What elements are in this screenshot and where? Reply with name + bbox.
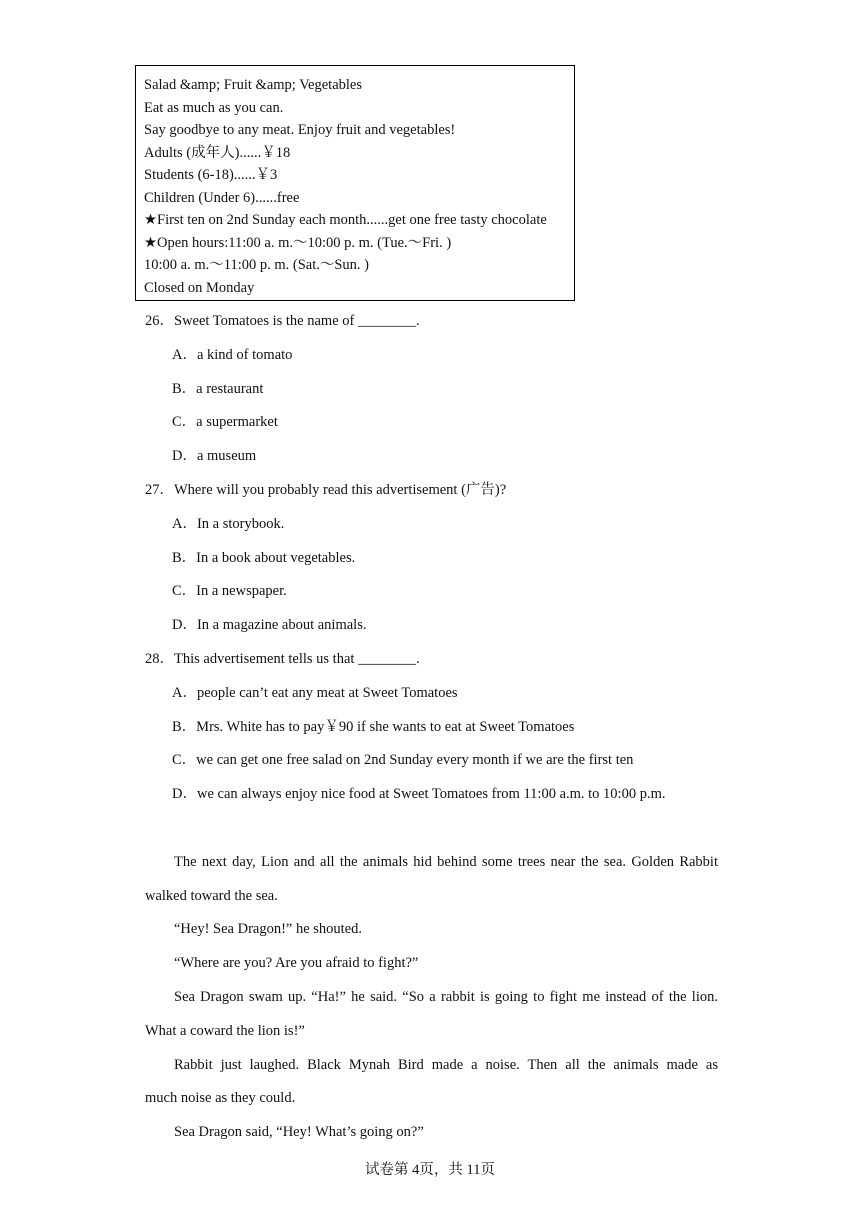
question-26-stem: 26．Sweet Tomatoes is the name of ________.	[145, 313, 420, 329]
ad-closed-day: Closed on Monday	[144, 279, 255, 296]
advertisement-box	[135, 65, 575, 301]
question-28-option-b: B．Mrs. White has to pay￥90 if she wants to eat at Sweet Tomatoes	[172, 719, 575, 735]
story-paragraph-3: “Where are you? Are you afraid to fight?”	[174, 955, 419, 971]
ad-price-children: Children (Under 6)......free	[144, 189, 300, 206]
story-paragraph-2: “Hey! Sea Dragon!” he shouted.	[174, 921, 363, 937]
question-26-option-d: D．a museum	[172, 448, 257, 464]
ad-open-hours-weekend: 10:00 a. m.～11:00 p. m. (Sat.～Sun. )	[144, 257, 370, 273]
question-26-option-c: C．a supermarket	[172, 414, 278, 430]
story-paragraph-4-line-2: What a coward the lion is!”	[145, 1023, 305, 1039]
question-28-option-a: A．people can’t eat any meat at Sweet Tomatoes	[172, 685, 458, 701]
question-28-stem: 28．This advertisement tells us that ________.	[145, 651, 420, 667]
ad-price-students: Students (6-18)......￥3	[144, 167, 278, 183]
question-28-option-d: D．we can always enjoy nice food at Sweet Tomatoes from 11:00 a.m. to 10:00 p.m.	[172, 786, 666, 802]
question-27-option-a: A．In a storybook.	[172, 516, 285, 532]
story-paragraph-1-line-2: walked toward the sea.	[145, 888, 278, 904]
story-paragraph-6: Sea Dragon said, “Hey! What’s going on?”	[174, 1124, 424, 1140]
question-27-option-d: D．In a magazine about animals.	[172, 617, 367, 633]
story-paragraph-5-line-2: much noise as they could.	[145, 1090, 296, 1106]
story-paragraph-1-line-1: The next day, Lion and all the animals hid behind some trees near the sea. Golden Rabbit	[174, 854, 718, 870]
question-26-option-b: B．a restaurant	[172, 381, 264, 397]
page-number-footer: 试卷第 4页，共 11页	[365, 1162, 495, 1178]
ad-line: Say goodbye to any meat. Enjoy fruit and vegetables!	[144, 122, 456, 138]
ad-offer: ★First ten on 2nd Sunday each month......get one free tasty chocolate	[144, 212, 547, 228]
question-26-option-a: A．a kind of tomato	[172, 347, 293, 363]
story-paragraph-4-line-1: Sea Dragon swam up. “Ha!” he said. “So a rabbit is going to fight me instead of the lion.	[174, 989, 718, 1005]
ad-line: Eat as much as you can.	[144, 99, 284, 116]
ad-open-hours: ★Open hours:11:00 a. m.～10:00 p. m. (Tue.～Fri. )	[144, 234, 452, 251]
story-paragraph-5-line-1: Rabbit just laughed. Black Mynah Bird made a noise. Then all the animals made as	[174, 1057, 718, 1073]
question-27-stem: 27．Where will you probably read this advertisement (广告)?	[145, 482, 507, 498]
question-27-option-b: B．In a book about vegetables.	[172, 550, 356, 566]
ad-title: Salad &amp; Fruit &amp; Vegetables	[144, 77, 363, 93]
question-27-option-c: C．In a newspaper.	[172, 583, 287, 599]
question-28-option-c: C．we can get one free salad on 2nd Sunday every month if we are the first ten	[172, 752, 634, 768]
ad-price-adults: Adults (成年人)......￥18	[144, 144, 291, 161]
